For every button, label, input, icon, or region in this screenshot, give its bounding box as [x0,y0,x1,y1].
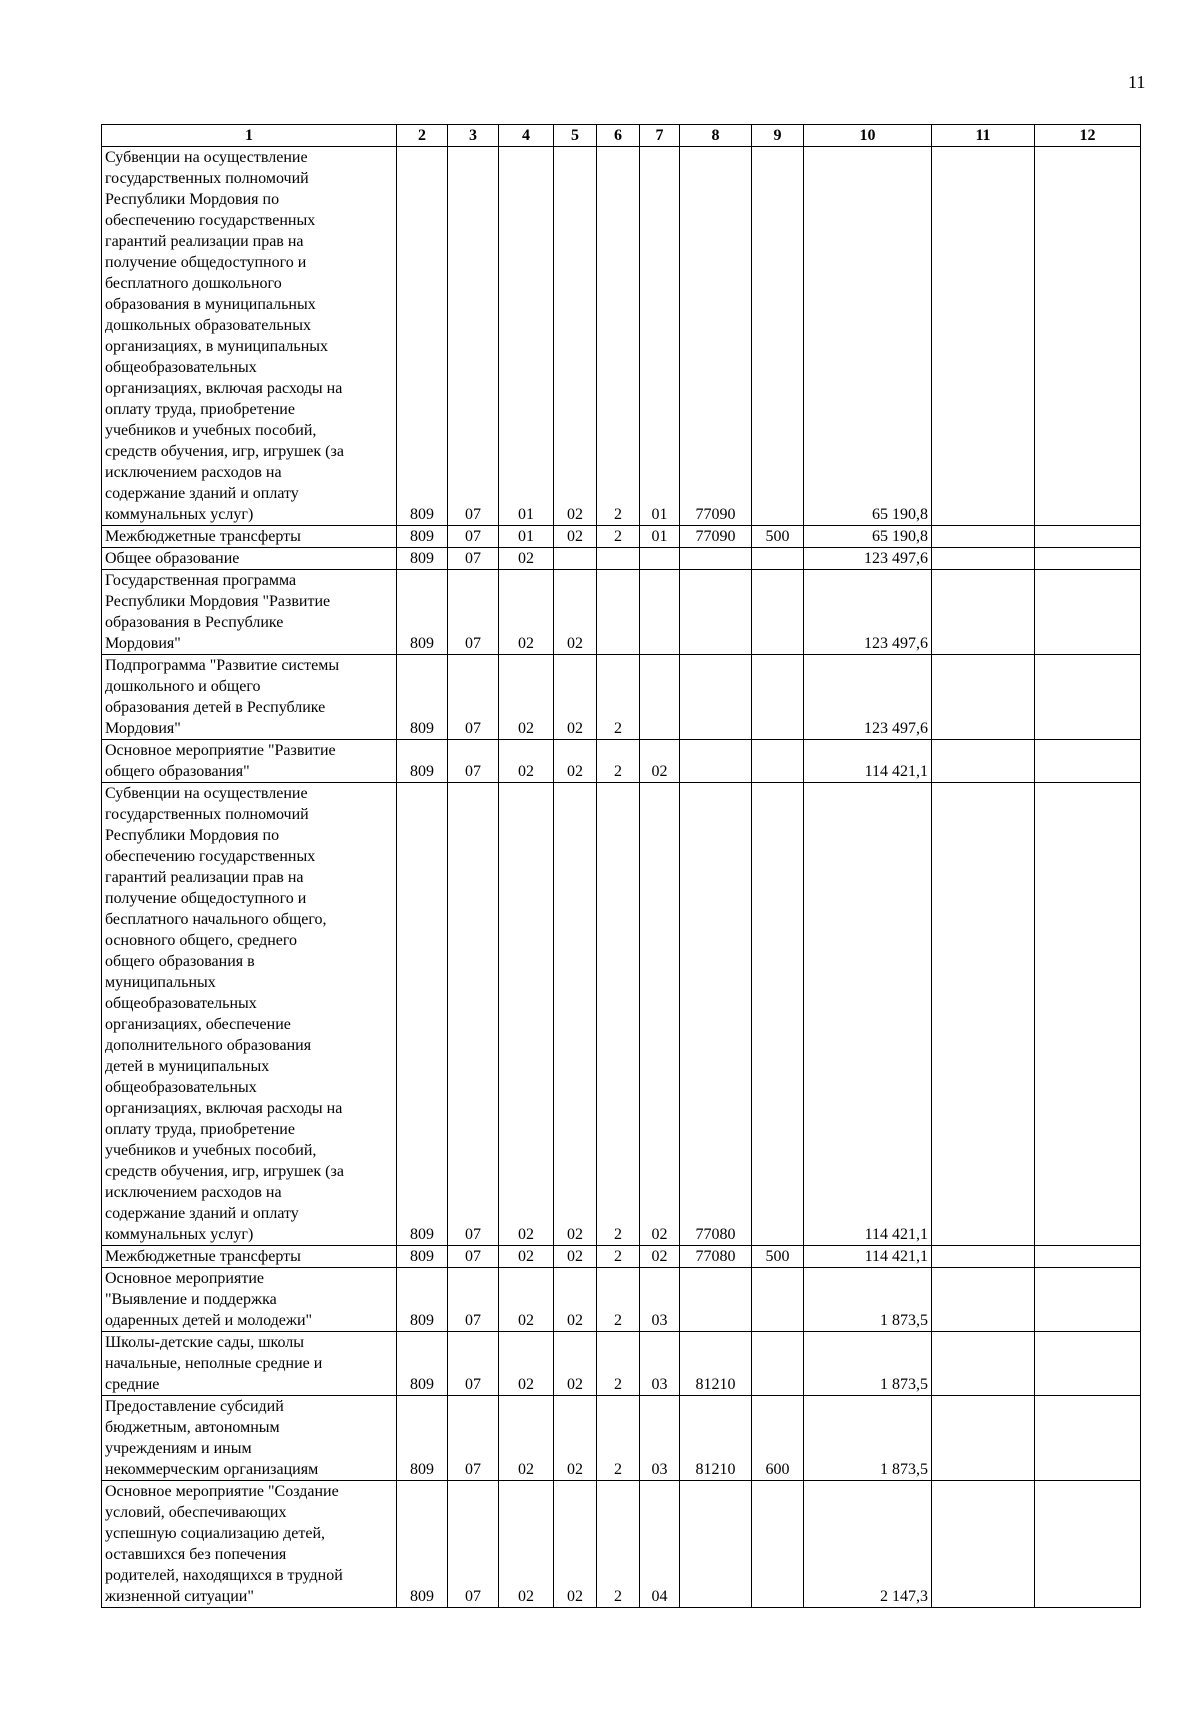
amount-cell: 2 147,3 [804,1481,932,1608]
subprogram-code-cell [597,548,640,570]
program-code-cell: 02 [554,783,597,1246]
table-row [102,548,1141,570]
column-12-cell [1035,526,1141,548]
page-number: 11 [1128,72,1146,92]
column-header: 4 [499,125,554,147]
column-header: 1 [102,125,397,147]
activity-code-cell: 01 [640,526,680,548]
section-code-cell: 07 [448,740,499,783]
description-cell: Основное мероприятие "Создание условий, обеспечивающих успешную социализацию детей, оставшихся без попечения родителей, находящихся в трудной жизненной ситуации" [102,1481,397,1608]
section-code-cell: 07 [448,1332,499,1396]
table-row [102,740,1141,783]
direction-code-cell: 77080 [680,1246,752,1268]
column-header: 11 [932,125,1035,147]
amount-cell: 1 873,5 [804,1332,932,1396]
direction-code-cell [680,570,752,655]
column-11-cell [932,147,1035,526]
description-cell: Школы-детские сады, школы начальные, неполные средние и средние [102,1332,397,1396]
column-12-cell [1035,740,1141,783]
subsection-code-cell: 02 [499,783,554,1246]
expense-type-cell [752,147,804,526]
subprogram-code-cell: 2 [597,526,640,548]
amount-cell: 123 497,6 [804,655,932,740]
activity-code-cell: 03 [640,1396,680,1481]
description-cell: Государственная программа Республики Мордовия "Развитие образования в Республике Мордовия" [102,570,397,655]
program-code-cell: 02 [554,740,597,783]
direction-code-cell [680,1268,752,1332]
section-code-cell: 07 [448,147,499,526]
amount-cell: 114 421,1 [804,1246,932,1268]
activity-code-cell: 04 [640,1481,680,1608]
section-code-cell: 07 [448,655,499,740]
amount-cell: 1 873,5 [804,1396,932,1481]
subsection-code-cell: 02 [499,740,554,783]
program-code-cell: 02 [554,570,597,655]
subsection-code-cell: 02 [499,1481,554,1608]
subsection-code-cell: 02 [499,655,554,740]
direction-code-cell: 77090 [680,526,752,548]
column-12-cell [1035,548,1141,570]
program-code-cell: 02 [554,1481,597,1608]
activity-code-cell [640,570,680,655]
ministry-code-cell: 809 [397,740,448,783]
expense-type-cell [752,1268,804,1332]
expense-type-cell [752,783,804,1246]
description-cell: Основное мероприятие "Выявление и поддержка одаренных детей и молодежи" [102,1268,397,1332]
column-12-cell [1035,1396,1141,1481]
table-row [102,655,1141,740]
column-header: 2 [397,125,448,147]
column-12-cell [1035,783,1141,1246]
column-11-cell [932,1396,1035,1481]
column-11-cell [932,1332,1035,1396]
table-row [102,526,1141,548]
ministry-code-cell: 809 [397,570,448,655]
direction-code-cell [680,655,752,740]
column-header: 12 [1035,125,1141,147]
amount-cell: 123 497,6 [804,548,932,570]
amount-cell: 65 190,8 [804,147,932,526]
subprogram-code-cell: 2 [597,1332,640,1396]
subsection-code-cell: 02 [499,1396,554,1481]
table-row [102,1481,1141,1608]
subsection-code-cell: 02 [499,1246,554,1268]
ministry-code-cell: 809 [397,526,448,548]
section-code-cell: 07 [448,548,499,570]
program-code-cell: 02 [554,526,597,548]
column-header: 9 [752,125,804,147]
section-code-cell: 07 [448,783,499,1246]
column-header: 3 [448,125,499,147]
description-cell: Общее образование [102,548,397,570]
expense-type-cell: 500 [752,526,804,548]
activity-code-cell: 02 [640,740,680,783]
subsection-code-cell: 01 [499,147,554,526]
subprogram-code-cell: 2 [597,783,640,1246]
column-12-cell [1035,655,1141,740]
program-code-cell [554,548,597,570]
column-12-cell [1035,570,1141,655]
activity-code-cell [640,548,680,570]
amount-cell: 65 190,8 [804,526,932,548]
column-12-cell [1035,1332,1141,1396]
subsection-code-cell: 02 [499,548,554,570]
table-row [102,570,1141,655]
ministry-code-cell: 809 [397,1268,448,1332]
expense-type-cell [752,1332,804,1396]
table-row [102,1268,1141,1332]
activity-code-cell: 03 [640,1332,680,1396]
column-11-cell [932,1481,1035,1608]
expense-type-cell [752,1481,804,1608]
column-11-cell [932,783,1035,1246]
description-cell: Предоставление субсидий бюджетным, автономным учреждениям и иным некоммерческим организациям [102,1396,397,1481]
table-body [102,147,1141,1608]
subsection-code-cell: 02 [499,1268,554,1332]
activity-code-cell: 02 [640,783,680,1246]
program-code-cell: 02 [554,655,597,740]
table-row [102,1396,1141,1481]
column-11-cell [932,1268,1035,1332]
table-row [102,1246,1141,1268]
column-11-cell [932,526,1035,548]
subsection-code-cell: 02 [499,570,554,655]
program-code-cell: 02 [554,1246,597,1268]
direction-code-cell: 81210 [680,1332,752,1396]
column-12-cell [1035,1268,1141,1332]
direction-code-cell [680,740,752,783]
amount-cell: 114 421,1 [804,783,932,1246]
program-code-cell: 02 [554,1396,597,1481]
section-code-cell: 07 [448,1396,499,1481]
table-row [102,783,1141,1246]
expense-type-cell: 600 [752,1396,804,1481]
description-cell: Субвенции на осуществление государственных полномочий Республики Мордовия по обеспечению государственных гарантий реализации прав на получение общедоступного и бесплатного дошкольного образования в муниципальных дошкольных образовательных организациях, в муниципальных общеобразовательных организациях, включая расходы на оплату труда, приобретение учебников и учебных пособий, средств обучения, игр, игрушек (за исключением расходов на содержание зданий и оплату коммунальных услуг) [102,147,397,526]
subprogram-code-cell: 2 [597,1246,640,1268]
column-header: 7 [640,125,680,147]
direction-code-cell [680,548,752,570]
column-11-cell [932,570,1035,655]
description-cell: Основное мероприятие "Развитие общего образования" [102,740,397,783]
budget-table [101,124,1141,1608]
section-code-cell: 07 [448,1246,499,1268]
program-code-cell: 02 [554,1268,597,1332]
column-11-cell [932,740,1035,783]
expense-type-cell [752,655,804,740]
section-code-cell: 07 [448,1481,499,1608]
column-12-cell [1035,147,1141,526]
description-cell: Субвенции на осуществление государственных полномочий Республики Мордовия по обеспечению государственных гарантий реализации прав на получение общедоступного и бесплатного начального общего, основного общего, среднего общего образования в муниципальных общеобразовательных организациях, обеспечение дополнительного образования детей в муниципальных общеобразовательных организациях, включая расходы на оплату труда, приобретение учебников и учебных пособий, средств обучения, игр, игрушек (за исключением расходов на содержание зданий и оплату коммунальных услуг) [102,783,397,1246]
ministry-code-cell: 809 [397,147,448,526]
description-cell: Межбюджетные трансферты [102,526,397,548]
direction-code-cell: 77090 [680,147,752,526]
ministry-code-cell: 809 [397,1246,448,1268]
expense-type-cell: 500 [752,1246,804,1268]
column-11-cell [932,1246,1035,1268]
column-header: 6 [597,125,640,147]
section-code-cell: 07 [448,570,499,655]
amount-cell: 114 421,1 [804,740,932,783]
ministry-code-cell: 809 [397,783,448,1246]
expense-type-cell [752,548,804,570]
ministry-code-cell: 809 [397,1332,448,1396]
column-11-cell [932,655,1035,740]
expense-type-cell [752,570,804,655]
program-code-cell: 02 [554,147,597,526]
column-12-cell [1035,1481,1141,1608]
direction-code-cell [680,1481,752,1608]
subprogram-code-cell: 2 [597,740,640,783]
column-header: 5 [554,125,597,147]
table-row [102,147,1141,526]
subprogram-code-cell [597,570,640,655]
direction-code-cell: 77080 [680,783,752,1246]
description-cell: Подпрограмма "Развитие системы дошкольного и общего образования детей в Республике Мордовия" [102,655,397,740]
section-code-cell: 07 [448,1268,499,1332]
subsection-code-cell: 02 [499,1332,554,1396]
program-code-cell: 02 [554,1332,597,1396]
ministry-code-cell: 809 [397,655,448,740]
header-row [102,125,1141,147]
ministry-code-cell: 809 [397,1481,448,1608]
subsection-code-cell: 01 [499,526,554,548]
column-header: 8 [680,125,752,147]
table-row [102,1332,1141,1396]
subprogram-code-cell: 2 [597,147,640,526]
activity-code-cell: 01 [640,147,680,526]
description-cell: Межбюджетные трансферты [102,1246,397,1268]
subprogram-code-cell: 2 [597,1481,640,1608]
direction-code-cell: 81210 [680,1396,752,1481]
activity-code-cell: 02 [640,1246,680,1268]
subprogram-code-cell: 2 [597,1396,640,1481]
amount-cell: 1 873,5 [804,1268,932,1332]
column-12-cell [1035,1246,1141,1268]
subprogram-code-cell: 2 [597,655,640,740]
ministry-code-cell: 809 [397,1396,448,1481]
subprogram-code-cell: 2 [597,1268,640,1332]
expense-type-cell [752,740,804,783]
activity-code-cell: 03 [640,1268,680,1332]
section-code-cell: 07 [448,526,499,548]
activity-code-cell [640,655,680,740]
amount-cell: 123 497,6 [804,570,932,655]
ministry-code-cell: 809 [397,548,448,570]
column-11-cell [932,548,1035,570]
column-header: 10 [804,125,932,147]
